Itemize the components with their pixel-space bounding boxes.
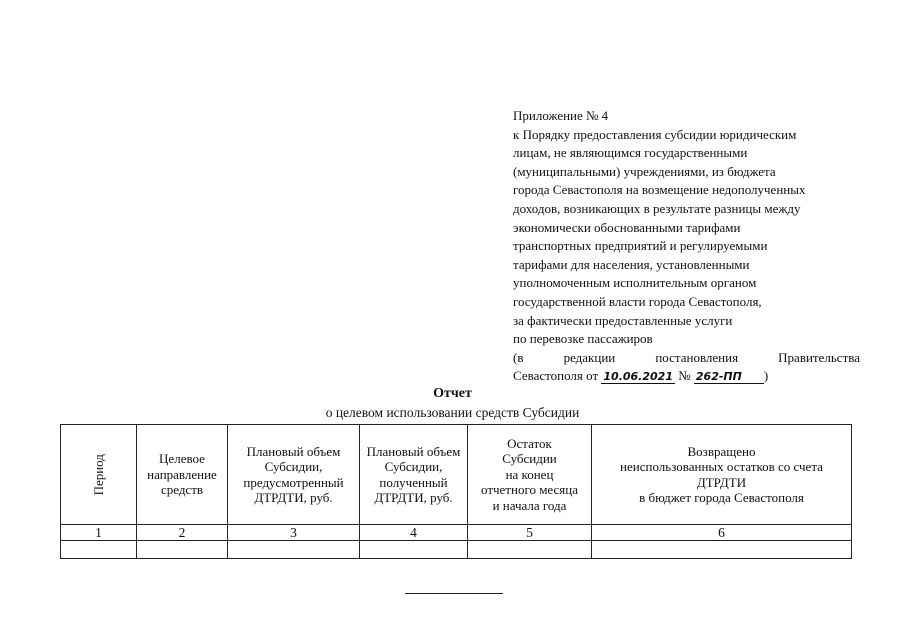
table-row: [61, 541, 852, 559]
empty-cell: [468, 541, 592, 559]
appendix-line: государственной власти города Севастополя,: [513, 293, 762, 309]
header-text: Возвращено: [687, 443, 756, 459]
header-balance: [468, 425, 592, 525]
empty-cell: [360, 541, 468, 559]
report-title: Отчет: [433, 386, 472, 401]
handwritten-number: 262-ПП: [694, 370, 764, 384]
report-table: [60, 424, 852, 559]
header-period: [61, 425, 137, 525]
column-number-row: [61, 525, 852, 541]
column-number: 1: [61, 525, 137, 541]
appendix-line: города Севастополя на возмещение недополученных: [513, 182, 806, 198]
header-text: ДТРДТИ, руб.: [374, 490, 453, 505]
appendix-header: [513, 107, 860, 387]
column-number: 2: [137, 525, 228, 541]
header-period-label: Период: [90, 453, 106, 496]
column-number: 5: [468, 525, 592, 541]
header-text: Целевое: [159, 451, 205, 467]
empty-cell: [61, 541, 137, 559]
header-text: и начала года: [492, 497, 567, 513]
header-text: в бюджет города Севастополя: [639, 490, 804, 505]
header-text: полученный: [379, 474, 448, 490]
header-text: неиспользованных остатков со счета: [620, 459, 823, 474]
footer-separator-line: [405, 593, 503, 594]
edition-word: постановления: [655, 349, 739, 365]
header-text: Субсидии: [502, 451, 557, 467]
empty-cell: [228, 541, 360, 559]
appendix-line: за фактически предоставленные услуги: [513, 312, 733, 328]
header-text: ДТРДТИ: [696, 474, 747, 490]
column-number: 3: [228, 525, 360, 541]
number-label: №: [678, 368, 691, 384]
appendix-line: тарифами для населения, установленными: [513, 256, 750, 272]
header-text: Плановый объем: [246, 443, 341, 459]
appendix-line: доходов, возникающих в результате разницы между: [513, 200, 801, 216]
appendix-line: (муниципальными) учреждениями, из бюджета: [513, 163, 776, 179]
empty-cell: [592, 541, 852, 559]
header-text: направление: [147, 466, 217, 482]
edition-line: [513, 349, 860, 368]
edition-word: Правительства: [778, 349, 860, 365]
edition-word: редакции: [563, 349, 616, 365]
header-text: Остаток: [507, 435, 552, 451]
appendix-line: лицам, не являющимся государственными: [513, 145, 748, 161]
header-text: Субсидии,: [384, 459, 443, 474]
appendix-line: экономически обоснованными тарифами: [513, 219, 741, 235]
edition-prefix: Севастополя от: [513, 368, 599, 384]
header-text: Субсидии,: [264, 459, 323, 474]
header-text: отчетного месяца: [480, 482, 578, 498]
edition-close: ): [763, 368, 769, 384]
table-header-row: [61, 425, 852, 525]
header-returned: [592, 425, 852, 525]
edition-date-line: [513, 367, 860, 387]
header-text: средств: [160, 482, 204, 498]
column-number: 4: [360, 525, 468, 541]
edition-word: (в: [513, 349, 524, 365]
header-target-direction: [137, 425, 228, 525]
column-number: 6: [592, 525, 852, 541]
empty-cell: [137, 541, 228, 559]
header-text: Плановый объем: [366, 443, 461, 459]
appendix-line: уполномоченным исполнительным органом: [513, 275, 757, 291]
appendix-line: Приложение № 4: [513, 108, 609, 123]
handwritten-date: 10.06.2021: [603, 370, 673, 384]
header-text: на конец: [505, 466, 554, 482]
report-subtitle: о целевом использовании средств Субсидии: [325, 405, 580, 420]
header-text: предусмотренный: [243, 474, 344, 490]
appendix-line: по перевозке пассажиров: [513, 331, 653, 347]
appendix-line: к Порядку предоставления субсидии юридическим: [513, 126, 797, 142]
header-text: ДТРДТИ, руб.: [254, 490, 333, 505]
header-planned-received: [360, 425, 468, 525]
header-planned-provided: [228, 425, 360, 525]
appendix-line: транспортных предприятий и регулируемыми: [513, 238, 768, 254]
